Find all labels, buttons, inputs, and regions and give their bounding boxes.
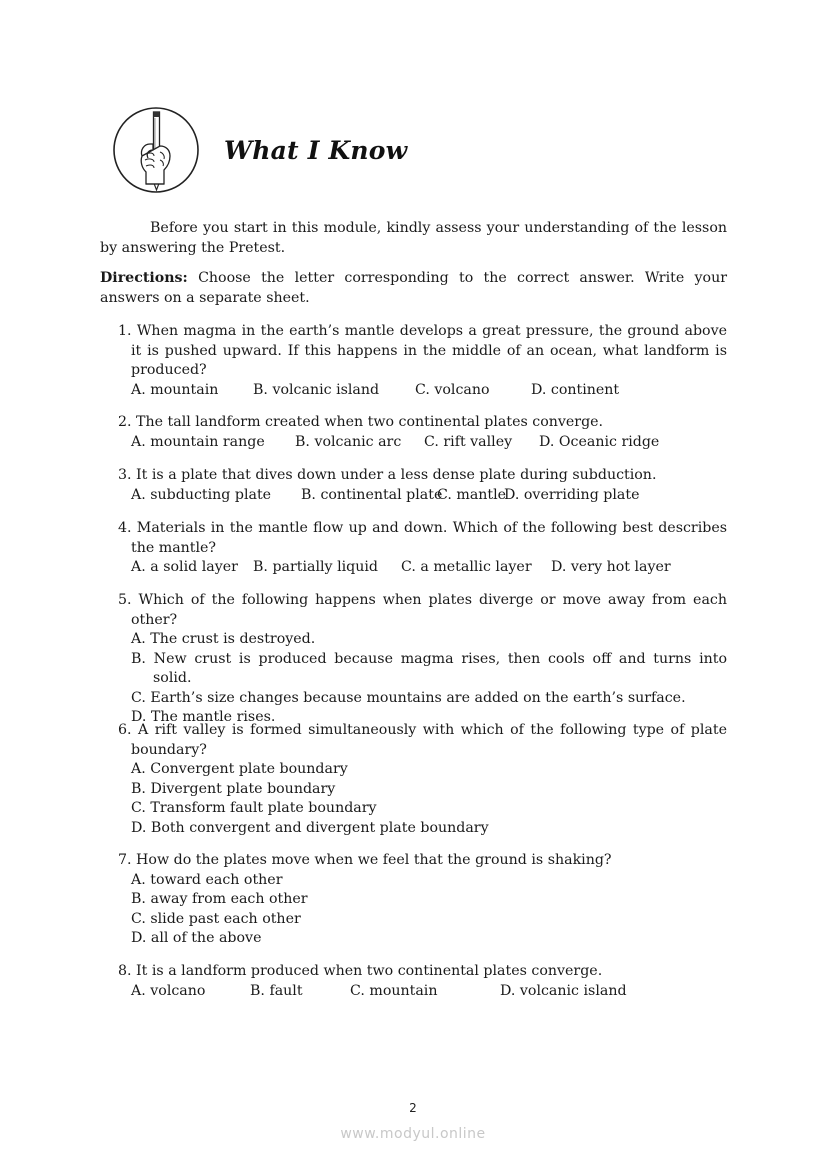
question-5 — [100, 591, 727, 728]
watermark: www.modyul.online — [340, 1126, 486, 1142]
option-c: C. rift valley — [424, 433, 513, 450]
option-b: B. New crust is produced because magma rises, then cools off and turns into solid. — [131, 650, 727, 686]
option-a: A. volcano — [131, 982, 206, 999]
page-number: 2 — [409, 1101, 417, 1115]
option-c: C. Transform fault plate boundary — [131, 800, 377, 816]
question-2 — [100, 413, 727, 452]
option-a: A. toward each other — [131, 871, 283, 888]
options-row — [100, 558, 727, 578]
question-stem: 2. The tall landform created when two continental plates converge. — [118, 414, 604, 430]
section-header — [112, 106, 512, 198]
option-b: B. volcanic arc — [295, 433, 402, 450]
option-d: D. very hot layer — [551, 559, 671, 575]
option-d: D. The mantle rises. — [131, 709, 276, 725]
option-d: D. Oceanic ridge — [539, 433, 660, 450]
question-stem: 3. It is a plate that dives down under a less dense plate during subduction. — [118, 467, 657, 483]
option-c: C. mountain — [350, 982, 438, 999]
option-c: C. slide past each other — [131, 910, 301, 927]
option-c: C. a metallic layer — [401, 559, 532, 575]
question-1 — [100, 322, 727, 400]
option-a: A. mountain range — [131, 433, 265, 450]
option-b: B. fault — [250, 982, 303, 999]
question-8 — [100, 962, 727, 1001]
option-d: D. continent — [531, 381, 620, 398]
hand-holding-pencil-icon — [112, 106, 200, 194]
option-b: B. volcanic island — [253, 381, 380, 398]
question-3 — [100, 466, 727, 505]
option-c: C. Earth’s size changes because mountains are added on the earth’s surface. — [131, 689, 686, 706]
options-row — [100, 433, 727, 453]
intro-paragraph: Before you start in this module, kindly assess your understanding of the lesson by answering the Pretest. — [100, 220, 727, 256]
option-c: C. mantle — [437, 486, 507, 503]
question-4 — [100, 519, 727, 578]
option-b: B. Divergent plate boundary — [131, 780, 336, 797]
question-stem: 7. How do the plates move when we feel that the ground is shaking? — [118, 852, 612, 868]
options-row — [100, 381, 727, 401]
section-title: What I Know — [224, 136, 408, 165]
question-stem: 6. A rift valley is formed simultaneously with which of the following type of plate boundary? — [118, 722, 727, 758]
option-c: C. volcano — [415, 381, 490, 398]
option-b: B. continental plate — [301, 486, 443, 503]
question-6 — [100, 721, 727, 838]
option-d: D. volcanic island — [500, 982, 627, 999]
options-row — [100, 486, 727, 506]
option-a: A. The crust is destroyed. — [131, 631, 316, 647]
options-row — [100, 982, 727, 1002]
question-stem: 1. When magma in the earth’s mantle develops a great pressure, the ground above it is pushed upward. If this happens in the middle of an ocean, what landform is produced? — [118, 323, 727, 378]
question-stem: 8. It is a landform produced when two continental plates converge. — [118, 963, 603, 979]
option-a: A. a solid layer — [131, 559, 238, 575]
option-a: A. Convergent plate boundary — [131, 761, 348, 777]
option-b: B. away from each other — [131, 891, 308, 907]
option-b: B. partially liquid — [253, 559, 378, 575]
option-d: D. Both convergent and divergent plate boundary — [131, 819, 489, 836]
option-a: A. subducting plate — [131, 486, 272, 503]
option-a: A. mountain — [131, 381, 219, 398]
question-stem: 4. Materials in the mantle flow up and down. Which of the following best describes the mantle? — [118, 520, 727, 556]
question-7 — [100, 851, 727, 949]
directions-label: Directions: — [100, 270, 188, 286]
directions-text: Choose the letter corresponding to the correct answer. Write your answers on a separate sheet. — [100, 270, 727, 306]
question-stem: 5. Which of the following happens when plates diverge or move away from each other? — [118, 592, 727, 628]
option-d: D. overriding plate — [504, 486, 640, 503]
directions-paragraph — [100, 269, 727, 308]
option-d: D. all of the above — [131, 930, 262, 946]
